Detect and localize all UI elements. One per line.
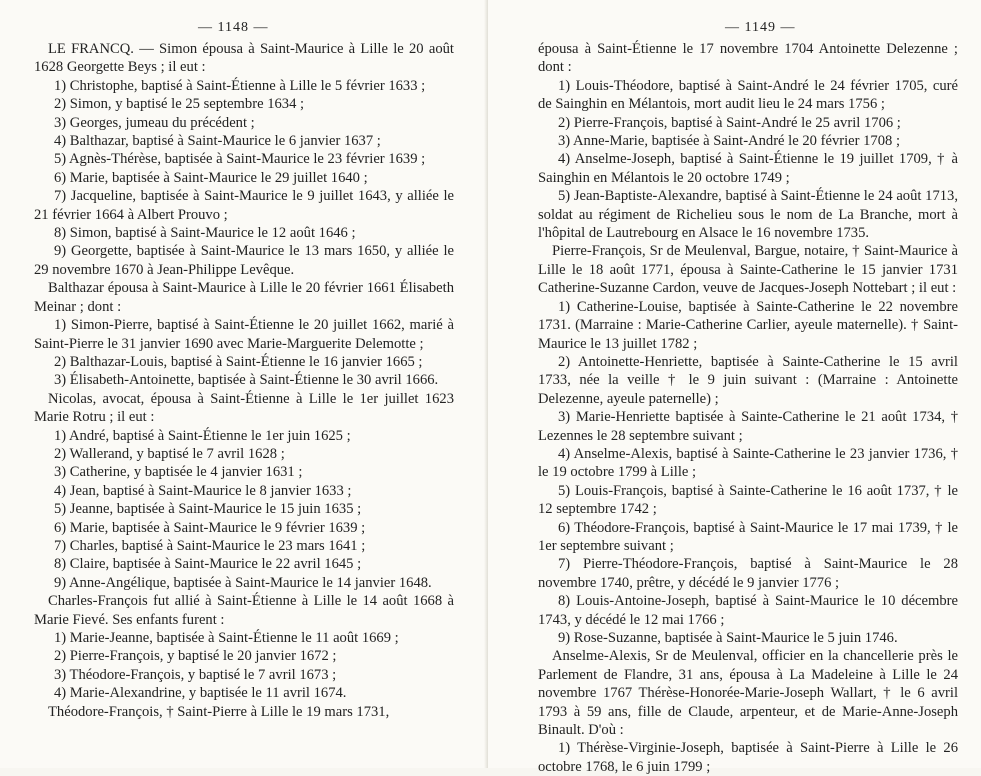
list-item: 9) Anne-Angélique, baptisée à Saint-Maurice le 14 janvier 1648.: [54, 574, 432, 591]
list-item: 3) Marie-Henriette baptisée à Sainte-Catherine le 21 août 1734, † Lezennes le 28 septembre suivant ;: [538, 409, 958, 444]
left-page: [0, 0, 488, 768]
list-item: 7) Charles, baptisé à Saint-Maurice le 23 mars 1641 ;: [54, 537, 366, 554]
list-item: 9) Rose-Suzanne, baptisée à Saint-Maurice le 5 juin 1746.: [558, 630, 898, 646]
left-page-number: — 1148 —: [198, 20, 269, 35]
list-item: 2) Antoinette-Henriette, baptisée à Sainte-Catherine le 15 avril 1733, née la veille † le 9 juin suivant : (Marraine : Antoinette Delezenne, ayeule paternelle) ;: [538, 353, 958, 407]
list-item: 8) Simon, baptisé à Saint-Maurice le 12 août 1646 ;: [54, 225, 356, 242]
list-item: 1) Thérèse-Virginie-Joseph, baptisée à Saint-Pierre à Lille le 26 octobre 1768, le 6 juin 1799 ;: [538, 740, 958, 775]
paragraph: Balthazar épousa à Saint-Maurice à Lille le 20 février 1661 Élisabeth Meinar ; dont :: [34, 280, 454, 315]
list-item: 5) Jeanne, baptisée à Saint-Maurice le 15 juin 1635 ;: [54, 501, 362, 518]
paragraph: Charles-François fut allié à Saint-Étienne à Lille le 14 août 1668 à Marie Fievé. Ses enfants furent :: [34, 593, 454, 628]
list-item: 7) Pierre-Théodore-François, baptisé à Saint-Maurice le 28 novembre 1740, prêtre, y décédé le 9 janvier 1776 ;: [538, 556, 958, 591]
paragraph: Théodore-François, † Saint-Pierre à Lille le 19 mars 1731,: [48, 703, 390, 720]
list-item: 6) Théodore-François, baptisé à Saint-Maurice le 17 mai 1739, † le 1er septembre suivant ;: [538, 519, 958, 554]
list-item: 3) Élisabeth-Antoinette, baptisée à Saint-Étienne le 30 avril 1666.: [54, 372, 439, 389]
left-page-text: [34, 40, 454, 721]
list-item: 3) Catherine, y baptisée le 4 janvier 1631 ;: [54, 464, 303, 481]
list-item: 2) Simon, y baptisé le 25 septembre 1634 ;: [54, 96, 305, 113]
list-item: 6) Marie, baptisée à Saint-Maurice le 9 février 1639 ;: [54, 519, 366, 536]
list-item: 3) Georges, jumeau du précédent ;: [54, 114, 255, 131]
paragraph: Pierre-François, Sr de Meulenval, Bargue, notaire, † Saint-Maurice à Lille le 18 août 1771, épousa à Sainte-Catherine le 15 janvier 1731 Catherine-Suzanne Cardon, veuve de Jacques-Joseph Nottebart ; il eut :: [538, 243, 958, 297]
list-item: 1) André, baptisé à Saint-Étienne le 1er juin 1625 ;: [54, 427, 351, 444]
right-page-number: — 1149 —: [725, 20, 796, 35]
list-item: 5) Agnès-Thérèse, baptisée à Saint-Maurice le 23 février 1639 ;: [54, 151, 426, 168]
list-item: 6) Marie, baptisée à Saint-Maurice le 29 juillet 1640 ;: [54, 169, 368, 186]
list-item: 2) Balthazar-Louis, baptisé à Saint-Étienne le 16 janvier 1665 ;: [54, 353, 423, 370]
paragraph: Nicolas, avocat, épousa à Saint-Étienne à Lille le 1er juillet 1623 Marie Rotru ; il eut :: [34, 390, 454, 426]
paragraph: Anselme-Alexis, Sr de Meulenval, officier en la chancellerie près le Parlement de Flandre, 31 ans, épousa à La Madeleine à Lille le 24 novembre 1767 Thérèse-Honorée-Marie-Joseph Wallart, † le 6 avril 1793 à 59 ans, fille de Claude, arpenteur, et de Marie-Anne-Joseph Binault. D'où :: [538, 648, 958, 739]
list-item: 3) Anne-Marie, baptisée à Saint-André le 20 février 1708 ;: [558, 133, 901, 150]
list-item: 2) Pierre-François, baptisé à Saint-André le 25 avril 1706 ;: [558, 114, 901, 131]
list-item: 4) Anselme-Alexis, baptisé à Sainte-Catherine le 23 janvier 1736, † le 19 octobre 1799 à Lille ;: [538, 445, 958, 481]
right-page: [488, 0, 981, 775]
paragraph: épousa à Saint-Étienne le 17 novembre 1704 Antoinette Delezenne ; dont :: [538, 41, 958, 76]
list-item: 1) Catherine-Louise, baptisée à Sainte-Catherine le 22 novembre 1731. (Marraine : Marie-Catherine Carlier, ayeule maternelle). † Saint-Maurice le 13 juillet 1782 ;: [538, 298, 958, 352]
list-item: 1) Louis-Théodore, baptisé à Saint-André le 24 février 1705, curé de Sainghin en Mélantois, mort audit lieu le 24 mars 1756 ;: [538, 77, 958, 113]
list-item: 2) Wallerand, y baptisé le 7 avril 1628 ;: [54, 445, 285, 462]
list-item: 4) Balthazar, baptisé à Saint-Maurice le 6 janvier 1637 ;: [54, 133, 381, 150]
list-item: 5) Jean-Baptiste-Alexandre, baptisé à Saint-Étienne le 24 août 1713, soldat au régiment de Richelieu sous le nom de La Branche, mort à l'hôpital de Lautrebourg en Alsace le 16 novembre 1735.: [538, 188, 958, 242]
list-item: 4) Anselme-Joseph, baptisé à Saint-Étienne le 19 juillet 1709, † à Sainghin en Mélantois le 20 octobre 1749 ;: [538, 151, 958, 186]
list-item: 4) Jean, baptisé à Saint-Maurice le 8 janvier 1633 ;: [54, 482, 352, 499]
list-item: 7) Jacqueline, baptisée à Saint-Maurice le 9 juillet 1643, y alliée le 21 février 1664 à Albert Prouvo ;: [34, 188, 454, 223]
list-item: 9) Georgette, baptisée à Saint-Maurice le 13 mars 1650, y alliée le 29 novembre 1670 à Jean-Philippe Levêque.: [34, 243, 454, 278]
list-item: 1) Simon-Pierre, baptisé à Saint-Étienne le 20 juillet 1662, marié à Saint-Pierre le 31 janvier 1690 avec Marie-Marguerite Delemotte ;: [34, 317, 454, 352]
list-item: 8) Louis-Antoine-Joseph, baptisé à Saint-Maurice le 10 décembre 1743, y décédé le 12 mai 1766 ;: [538, 593, 958, 628]
paragraph: LE FRANCQ. — Simon épousa à Saint-Maurice à Lille le 20 août 1628 Georgette Beys ; il eut :: [34, 41, 454, 76]
list-item: 5) Louis-François, baptisé à Sainte-Catherine le 16 août 1737, † le 12 septembre 1742 ;: [538, 482, 958, 518]
list-item: 4) Marie-Alexandrine, y baptisée le 11 avril 1674.: [54, 685, 347, 702]
list-item: 3) Théodore-François, y baptisé le 7 avril 1673 ;: [54, 666, 337, 683]
right-page-text: [538, 40, 958, 776]
list-item: 2) Pierre-François, y baptisé le 20 janvier 1672 ;: [54, 648, 337, 665]
list-item: 1) Marie-Jeanne, baptisée à Saint-Étienne le 11 août 1669 ;: [54, 630, 399, 646]
list-item: 1) Christophe, baptisé à Saint-Étienne à Lille le 5 février 1633 ;: [54, 77, 426, 94]
list-item: 8) Claire, baptisée à Saint-Maurice le 22 avril 1645 ;: [54, 556, 362, 573]
